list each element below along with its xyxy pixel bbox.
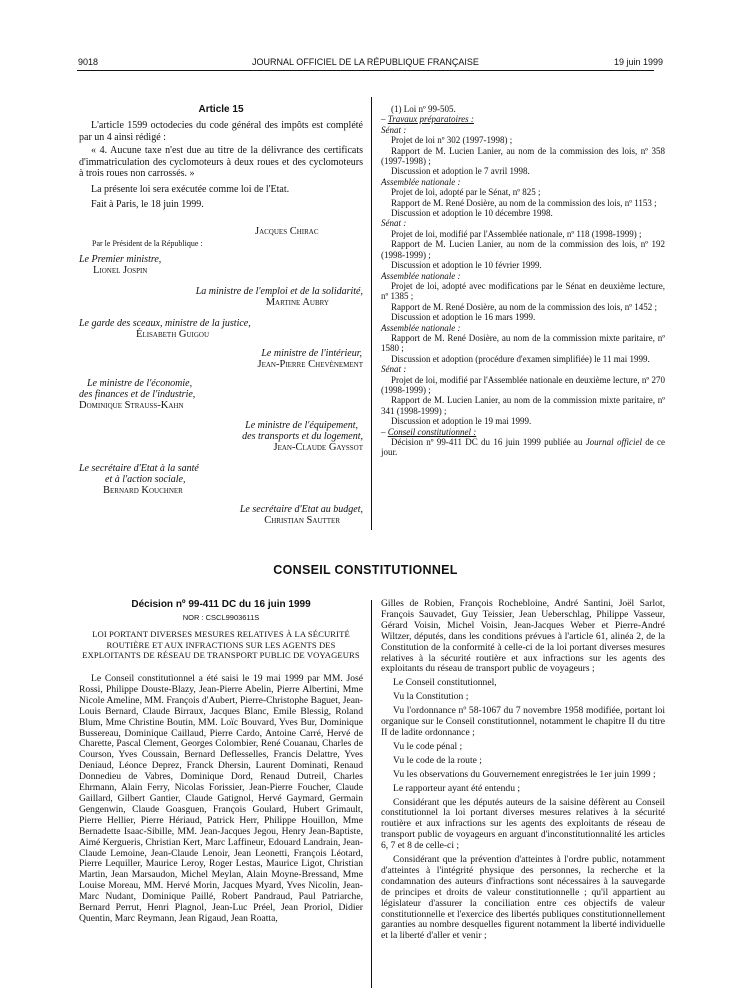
travaux-heading: Travaux préparatoires : <box>387 114 474 125</box>
par-le-president: Par le Président de la République : <box>92 239 203 248</box>
header-date: 19 juin 1999 <box>614 57 664 67</box>
signature-name: Jean-Claude Gayssot <box>273 442 363 453</box>
signature-block <box>79 420 363 453</box>
an-heading: Assemblée nationale : <box>381 176 461 187</box>
an-heading: Assemblée nationale : <box>381 270 461 281</box>
signature-block <box>79 318 363 340</box>
note-line: Rapport de M. René Dosière, au nom de la commission des lois, nº 1153 ; <box>391 197 657 208</box>
body-paragraph: Considérant que les députés auteurs de la saisine défèrent au Conseil constitutionnel la loi portant diverses mesures relatives à la sécurité routière et aux infractions sur les agents des exploitants de réseau de transport public de voyageurs en arguant d'inconstitutionnalité les articles 6, 7 et 8 de celle-ci ; <box>381 796 665 852</box>
cc-heading: Conseil constitutionnel : <box>387 426 477 437</box>
body-paragraph: Le rapporteur ayant été entendu ; <box>393 782 521 794</box>
signature-title: Le Premier ministre, <box>79 254 162 265</box>
senat-heading: Sénat : <box>381 218 407 229</box>
body-paragraph: Considérant que la prévention d'atteintes à l'ordre public, notamment d'atteintes à l'intégrité physique des personnes, la recherche et la condamnation des auteurs d'infractions sont nécessaires à la sauvegarde de principes et droits de valeur constitutionnelle ; qu'il appartient au législateur d'assurer la conciliation entre ces objectifs de valeur constitutionnelle et l'exercice des libertés publiques constitutionnellement garanties au nombre desquelles figurent notamment la liberté individuelle et la liberté d'aller et venir ; <box>381 854 665 942</box>
signature-title-line2: et à l'action sociale, <box>105 474 186 485</box>
note-line: Rapport de M. Lucien Lanier, au nom de la commission des lois, nº 358 (1997-1998) ; <box>381 145 665 167</box>
body-paragraph: Le Conseil constitutionnel, <box>393 677 497 689</box>
signature-title: Le garde des sceaux, ministre de la justice, <box>79 318 251 329</box>
signature-title: Le ministre de l'économie, <box>87 378 193 389</box>
decision-right-body <box>381 599 665 942</box>
note-line: Discussion et adoption le 7 avril 1998. <box>391 166 530 177</box>
dash-glyph: – <box>381 426 388 437</box>
an-heading: Assemblée nationale : <box>381 322 461 333</box>
signature-title: La ministre de l'emploi et de la solidarité, <box>195 286 363 297</box>
signature-name: Jean-Pierre Chevènement <box>257 359 363 370</box>
header-rule <box>77 70 654 71</box>
note-line: Discussion et adoption (procédure d'examen simplifiée) le 11 mai 1999. <box>391 353 650 364</box>
note-line: Rapport de M. Lucien Lanier, au nom de la commission des lois, nº 192 (1998-1999) ; <box>381 239 665 260</box>
note-line: Discussion et adoption le 16 mars 1999. <box>391 312 536 323</box>
page-number: 9018 <box>78 57 99 67</box>
article-paragraph: La présente loi sera exécutée comme loi de l'Etat. <box>91 183 290 195</box>
signature-block <box>79 254 363 276</box>
signature-block <box>79 348 363 370</box>
article-title: Article 15 <box>198 104 244 115</box>
note-line: Discussion et adoption le 19 mai 1999. <box>391 416 532 427</box>
section-title: CONSEIL CONSTITUTIONNEL <box>273 563 458 577</box>
senat-heading: Sénat : <box>381 364 407 375</box>
note-line: Décision nº 99-411 DC du 16 juin 1999 publiée au Journal officiel de ce jour. <box>381 437 665 458</box>
body-paragraph: Vu les observations du Gouvernement enregistrées le 1er juin 1999 ; <box>393 768 656 780</box>
body-paragraph: Vu la Constitution ; <box>393 691 469 703</box>
fait-a-paris: Fait à Paris, le 18 juin 1999. <box>91 199 204 210</box>
signature-name: Élisabeth Guigou <box>136 329 210 340</box>
column-divider <box>371 600 372 988</box>
saisine-paragraph: Le Conseil constitutionnel a été saisi le 19 mai 1999 par MM. José Rossi, Philippe Douste-Blazy, Jean-Pierre Abelin, Pierre Albertini, Mme Nicole Ameline, MM. François d'Aubert, Pierre-Christophe Baguet, Jean-Louis Bernard, Claude Birraux, Jacques Blanc, Emile Blessig, Roland Blum, Mme Christine Boutin, MM. Loïc Bouvard, Yves Bur, Dominique Bussereau, Dominique Caillaud, Pierre Cardo, Antoine Carré, Hervé de Charette, Pascal Clement, Georges Colombier, René Couanau, Charles de Courson, Yves Coussain, Bernard Deflesselles, Francis Delattre, Yves Deniaud, Léonce Deprez, Franck Dhersin, Laurent Dominati, Renaud Donnedieu de Vabres, Dominique Dord, Renaud Dutreil, Charles Ehrmann, Alain Ferry, Nicolas Forissier, Jean-Pierre Foucher, Claude Gaillard, Gilbert Gantier, Claude Gatignol, Hervé Gaymard, Germain Gengenwin, Claude Goasguen, François Goulard, Hubert Grimault, Pierre Hellier, Pierre Hériaud, Patrick Herr, Philippe Houillon, Mme Bernadette Isaac-Sibille, MM. Jean-Jacques Jegou, Henry Jean-Baptiste, Aimé Kergueris, Christian Kert, Marc Laffineur, Edouard Landrain, Jean-Claude Lemoine, Jean-Claude Lenoir, Jean Leonetti, François Léotard, Pierre Lequiller, Maurice Leroy, Roger Lestas, Maurice Ligot, Christian Martin, Jean Marsaudon, Michel Meylan, Alain Moyne-Bressand, Mme Louise Moreau, MM. Hervé Morin, Jacques Myard, Yves Nicolin, Jean-Marc Nudant, Dominique Paillé, Robert Pandraud, Paul Patriarche, Bernard Perrut, Henri Plagnol, Jean-Luc Préel, Jean Proriol, Didier Quentin, Marc Reymann, Jean Rigaud, Jean Roatta, <box>79 673 363 924</box>
dash-glyph: – <box>381 114 388 125</box>
signature-title: Le secrétaire d'Etat au budget, <box>239 504 363 515</box>
note-line: Projet de loi, adopté avec modifications par le Sénat en deuxième lecture, nº 1385 ; <box>381 280 665 302</box>
president-signature: Jacques Chirac <box>255 226 319 237</box>
column-divider <box>371 97 372 530</box>
note-line: Projet de loi, modifié par l'Assemblée nationale, nº 118 (1998-1999) ; <box>391 228 642 239</box>
signature-title: Le ministre de l'intérieur, <box>261 348 362 359</box>
travaux-notes <box>381 104 665 458</box>
signature-name: Dominique Strauss-Kahn <box>79 400 184 411</box>
body-paragraph: Gilles de Robien, François Rochebloine, André Santini, Joël Sarlot, François Sauvadet, Guy Teissier, Jean Ueberschlag, Philippe Vasseur, Gérard Voisin, Michel Voisin, Jean-Jacques Weber et Pierre-André Wiltzer, députés, dans les conditions prévues à l'article 61, alinéa 2, de la Constitution de la conformité à celle-ci de la loi portant diverses mesures relatives à la sécurité routière et aux infractions sur les agents des exploitants du réseau de transport public de voyageurs ; <box>381 598 665 675</box>
article-paragraph: L'article 1599 octodecies du code général des impôts est complété par un 4 ainsi rédigé : <box>79 120 363 143</box>
note-line: Rapport de M. René Dosière, au nom de la commission des lois, nº 1452 ; <box>391 301 658 312</box>
note-line: Rapport de M. René Dosière, au nom de la commission mixte paritaire, nº 1580 ; <box>381 332 665 354</box>
signature-block <box>79 286 363 308</box>
body-paragraph: Vu le code de la route ; <box>393 754 482 766</box>
signature-title-line2: des finances et de l'industrie, <box>79 389 196 400</box>
signature-title: Le secrétaire d'Etat à la santé <box>79 463 199 474</box>
note-line: Projet de loi nº 302 (1997-1998) ; <box>391 135 513 146</box>
signature-name: Lionel Jospin <box>93 265 148 276</box>
signature-block <box>79 504 363 526</box>
decision-left-body <box>79 674 363 925</box>
note-line: Discussion et adoption le 10 février 1999. <box>391 260 542 271</box>
signature-title-line2: des transports et du logement, <box>242 431 363 442</box>
note-line: Rapport de M. Lucien Lanier, au nom de la commission mixte paritaire, nº 341 (1998-1999) ; <box>381 395 665 416</box>
nor-reference: NOR : CSCL9903611S <box>182 613 260 622</box>
signature-block <box>79 463 363 496</box>
signature-title: Le ministre de l'équipement, <box>245 420 358 431</box>
body-paragraph: Vu l'ordonnance nº 58-1067 du 7 novembre 1958 modifiée, portant loi organique sur le Conseil constitutionnel, notamment le chapitre II du titre II de ladite ordonnance ; <box>381 705 665 738</box>
note-line: Discussion et adoption le 10 décembre 1998. <box>391 208 553 219</box>
signature-name: Christian Sautter <box>264 515 340 526</box>
decision-title: Décision nº 99-411 DC du 16 juin 1999 <box>131 599 311 610</box>
signature-name: Bernard Kouchner <box>103 485 183 496</box>
signature-name: Martine Aubry <box>265 297 329 308</box>
senat-heading: Sénat : <box>381 124 407 135</box>
article-body <box>79 120 363 211</box>
signature-block <box>79 378 363 411</box>
loi-title: LOI PORTANT DIVERSES MESURES RELATIVES À LA SÉCURITÉ ROUTIÈRE ET AUX INFRACTIONS SUR LES AGENTS DES EXPLOITANTS DE RÉSEAU DE TRANSPORT PUBLIC DE VOYAGEURS <box>82 629 360 660</box>
note-line: Projet de loi, adopté par le Sénat, nº 825 ; <box>391 187 541 198</box>
loi-number: (1) Loi nº 99-505. <box>391 104 456 114</box>
note-line: Projet de loi, modifié par l'Assemblée nationale en deuxième lecture, nº 270 (1998-1999) ; <box>381 374 665 395</box>
article-paragraph: « 4. Aucune taxe n'est due au titre de la délivrance des certificats d'immatriculation des cyclomoteurs à deux roues et des cyclomoteurs à trois roues non carrossés. » <box>79 145 363 179</box>
journal-title: JOURNAL OFFICIEL DE LA RÉPUBLIQUE FRANÇAISE <box>252 57 479 67</box>
body-paragraph: Vu le code pénal ; <box>393 740 463 752</box>
